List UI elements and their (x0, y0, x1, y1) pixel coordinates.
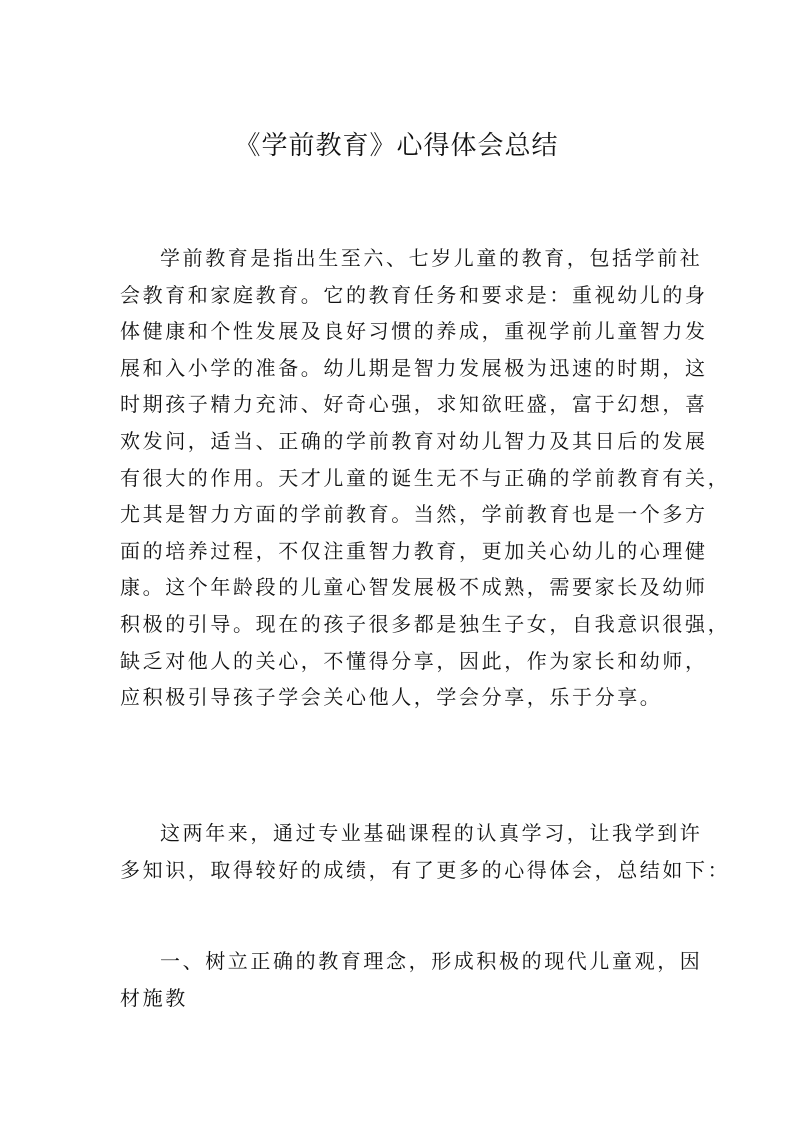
section-heading-1 (120, 943, 703, 1016)
text-line: 一、树立正确的教育理念，形成积极的现代儿童观，因 (160, 949, 703, 973)
text-line: 应积极引导孩子学会关心他人，学会分享，乐于分享。 (120, 685, 663, 710)
text-line: 时期孩子精力充沛、好奇心强，求知欲旺盛，富于幻想，喜 (120, 392, 708, 417)
text-line: 有很大的作用。天才儿童的诞生无不与正确的学前教育有关， (120, 465, 731, 490)
text-line: 材施教 (120, 985, 188, 1010)
text-line: 体健康和个性发展及良好习惯的养成，重视学前儿童智力发 (120, 319, 708, 344)
text-line: 展和入小学的准备。幼儿期是智力发展极为迅速的时期，这 (120, 355, 708, 380)
text-line: 康。这个年龄段的儿童心智发展极不成熟，需要家长及幼师 (120, 575, 708, 600)
paragraph-intro (120, 240, 731, 716)
document-title: 《学前教育》心得体会总结 (234, 131, 559, 161)
text-line: 尤其是智力方面的学前教育。当然，学前教育也是一个多方 (120, 502, 708, 527)
text-line: 积极的引导。现在的孩子很多都是独生子女，自我意识很强， (120, 611, 731, 636)
text-line: 缺乏对他人的关心，不懂得分享，因此，作为家长和幼师， (120, 648, 708, 673)
text-line: 面的培养过程，不仅注重智力教育，更加关心幼儿的心理健 (120, 538, 708, 563)
text-line: 这两年来，通过专业基础课程的认真学习，让我学到许 (160, 821, 703, 845)
text-line: 多知识，取得较好的成绩，有了更多的心得体会，总结如下： (120, 857, 731, 882)
text-line: 会教育和家庭教育。它的教育任务和要求是：重视幼儿的身 (120, 282, 708, 307)
text-line: 学前教育是指出生至六、七岁儿童的教育，包括学前社 (160, 246, 703, 270)
paragraph-study-summary (120, 815, 731, 888)
text-line: 欢发问，适当、正确的学前教育对幼儿智力及其日后的发展 (120, 428, 708, 453)
